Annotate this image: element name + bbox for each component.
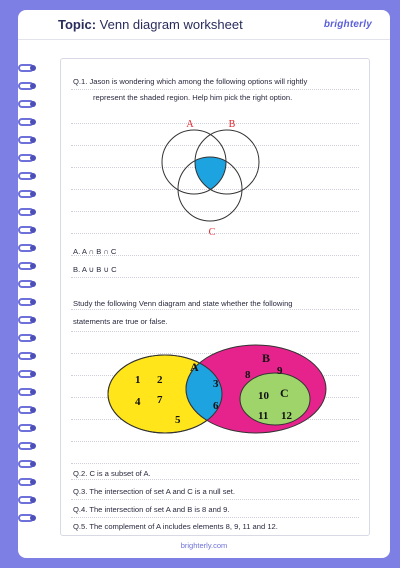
- q1-option-b: B. A ∪ B ∪ C: [73, 265, 117, 274]
- binding-ring: [18, 298, 38, 306]
- writing-line: [71, 441, 359, 442]
- binding-ring: [18, 208, 38, 216]
- binding-ring: [18, 100, 38, 108]
- statement-q5: Q.5. The complement of A includes elements 8, 9, 11 and 12.: [73, 522, 278, 531]
- element-11: 11: [258, 410, 269, 422]
- element-12: 12: [281, 410, 292, 422]
- binding-ring: [18, 442, 38, 450]
- binding-ring: [18, 460, 38, 468]
- writing-line: [71, 517, 359, 518]
- element-7: 7: [157, 394, 163, 406]
- topic-label: Topic:: [58, 17, 97, 32]
- binding-ring: [18, 352, 38, 360]
- binding-ring: [18, 334, 38, 342]
- set-a-label: A: [190, 360, 199, 374]
- set-c-label: C: [280, 386, 289, 400]
- statement-q3: Q.3. The intersection of set A and C is a null set.: [73, 487, 235, 496]
- worksheet-content: [60, 58, 370, 536]
- writing-line: [71, 499, 359, 500]
- footer-url: brighterly.com: [180, 541, 228, 550]
- worksheet-header: [18, 10, 390, 40]
- element-4: 4: [135, 396, 141, 408]
- binding-ring: [18, 244, 38, 252]
- circle-c-label: C: [208, 227, 216, 238]
- binding-ring: [18, 64, 38, 72]
- element-10: 10: [258, 390, 269, 402]
- binding-ring: [18, 190, 38, 198]
- element-9: 9: [277, 365, 283, 377]
- element-3: 3: [213, 378, 219, 390]
- writing-line: [71, 463, 359, 464]
- binding-ring: [18, 478, 38, 486]
- binding-ring: [18, 172, 38, 180]
- set-c-ellipse: [240, 373, 310, 425]
- q1-text-line2: represent the shaded region. Help him pick the right option.: [93, 93, 293, 102]
- writing-line: [71, 479, 359, 480]
- element-8: 8: [245, 369, 251, 381]
- element-5: 5: [175, 414, 181, 426]
- binding-ring: [18, 136, 38, 144]
- binding-ring: [18, 154, 38, 162]
- binding-ring: [18, 424, 38, 432]
- set-b-label: B: [262, 351, 271, 365]
- writing-line: [71, 331, 359, 332]
- brighterly-logo: brighterly: [323, 19, 372, 30]
- element-6: 6: [213, 400, 219, 412]
- binding-ring: [18, 280, 38, 288]
- binding-ring: [18, 406, 38, 414]
- binding-ring: [18, 118, 38, 126]
- binding-ring: [18, 388, 38, 396]
- q1-text-line1: Q.1. Jason is wondering which among the following options will rightly: [73, 77, 308, 86]
- binding-ring: [18, 370, 38, 378]
- binding-ring: [18, 262, 38, 270]
- q1-option-a: A. A ∩ B ∩ C: [73, 247, 117, 256]
- statement-q2: Q.2. C is a subset of A.: [73, 469, 151, 478]
- topic-heading: [58, 17, 243, 32]
- study-text-line2: statements are true or false.: [73, 317, 168, 326]
- circle-a-label: A: [186, 119, 194, 130]
- study-text-line1: Study the following Venn diagram and state whether the following: [73, 299, 293, 308]
- writing-line: [71, 89, 359, 90]
- binding-ring: [18, 496, 38, 504]
- writing-line: [71, 309, 359, 310]
- binding-ring: [18, 514, 38, 522]
- writing-line: [71, 277, 359, 278]
- two-set-venn-diagram: [105, 341, 337, 437]
- binding-ring: [18, 82, 38, 90]
- binding-ring: [18, 226, 38, 234]
- topic-title: Venn diagram worksheet: [99, 17, 243, 32]
- three-circle-venn-diagram: [147, 111, 277, 241]
- binding-ring: [18, 316, 38, 324]
- worksheet-page: [18, 10, 390, 558]
- circle-b-label: B: [228, 119, 236, 130]
- element-2: 2: [157, 374, 163, 386]
- statement-q4: Q.4. The intersection of set A and B is 8 and 9.: [73, 505, 230, 514]
- element-1: 1: [135, 374, 141, 386]
